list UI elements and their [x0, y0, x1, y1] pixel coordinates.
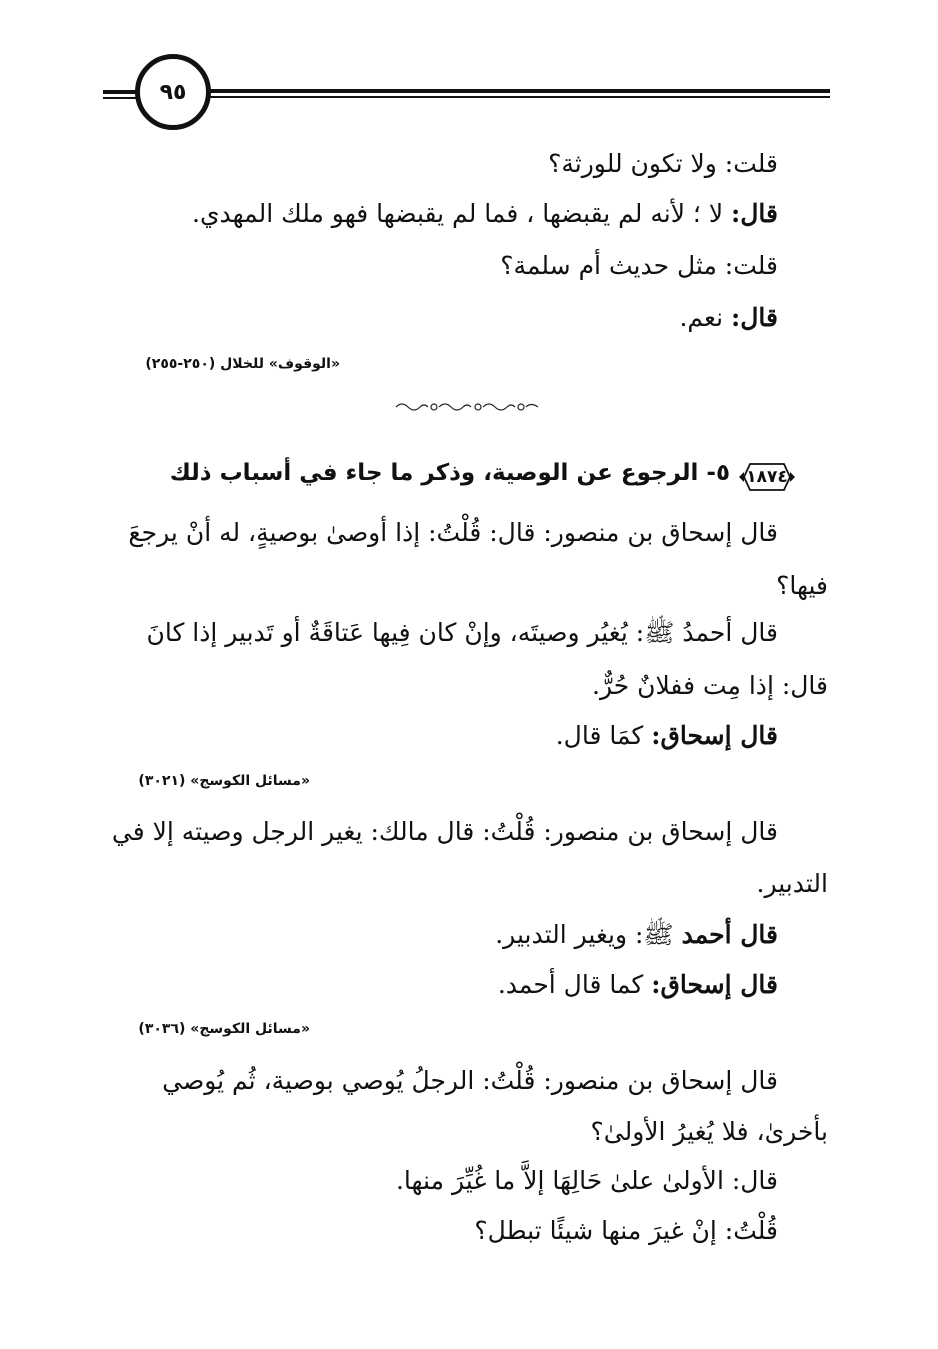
text-line: قال إسحاق بن منصور: قال: قُلْتُ: إذا أوصىٰ بوصيةٍ، له أنْ يرجعَ [128, 518, 778, 547]
header-rule [103, 97, 137, 99]
text-line: قال إسحاق بن منصور: قُلْتُ: الرجلُ يُوصي بوصية، ثُم يُوصي [162, 1066, 778, 1095]
text-line: قال أحمد ﷺ: ويغير التدبير. [495, 920, 778, 949]
text-line: قلت: مثل حديث أم سلمة؟ [500, 251, 778, 280]
ornament-divider [394, 400, 540, 414]
text-line: قال: الأولىٰ علىٰ حَالِهَا إلاَّ ما غُيِّرَ منها. [395, 1166, 778, 1195]
text-line: فيها؟ [776, 571, 828, 600]
page-number-circle [135, 54, 211, 130]
text-line: بأخرىٰ، فلا يُغيرُ الأولىٰ؟ [590, 1117, 828, 1146]
source-citation: «مسائل الكوسج» (٣٠٢١) [138, 773, 310, 789]
page-header [0, 0, 938, 150]
entry-number-badge [738, 458, 796, 496]
text-line: قال أحمدُ ﷺ: يُغيُر وصيتَه، وإنْ كان فِيها عَتاقَةٌ أو تَدبير إذا كانَ [146, 618, 778, 647]
text-line: قال: إذا مِت ففلانٌ حُرٌّ. [592, 671, 828, 700]
text-line: قلت: ولا تكون للورثة؟ [548, 149, 778, 178]
text-line: قال إسحاق بن منصور: قُلْتُ: قال مالك: يغير الرجل وصيته إلا في [111, 817, 778, 846]
text-line: قال إسحاق: كمَا قال. [555, 721, 778, 750]
text-line: قُلْتُ: إنْ غيرَ منها شيئًا تبطل؟ [474, 1216, 778, 1245]
source-citation: «مسائل الكوسج» (٣٠٣٦) [138, 1021, 310, 1037]
header-rule [210, 96, 830, 98]
text-line: قال: نعم. [679, 303, 778, 332]
section-title: ٥- الرجوع عن الوصية، وذكر ما جاء في أسباب ذلك [169, 460, 730, 486]
header-rule [103, 90, 137, 94]
text-line: التدبير. [756, 869, 828, 898]
text-line: قال إسحاق: كما قال أحمد. [497, 970, 778, 999]
source-citation: «الوقوف» للخلال (٢٥٠-٢٥٥) [145, 356, 340, 372]
header-rule [210, 89, 830, 93]
text-line: قال: لا ؛ لأنه لم يقبضها ، فما لم يقبضها فهو ملك المهدي. [192, 199, 778, 228]
entry-number: ١٨٧٤ [746, 467, 788, 487]
page-number: ٩٥ [159, 79, 187, 105]
